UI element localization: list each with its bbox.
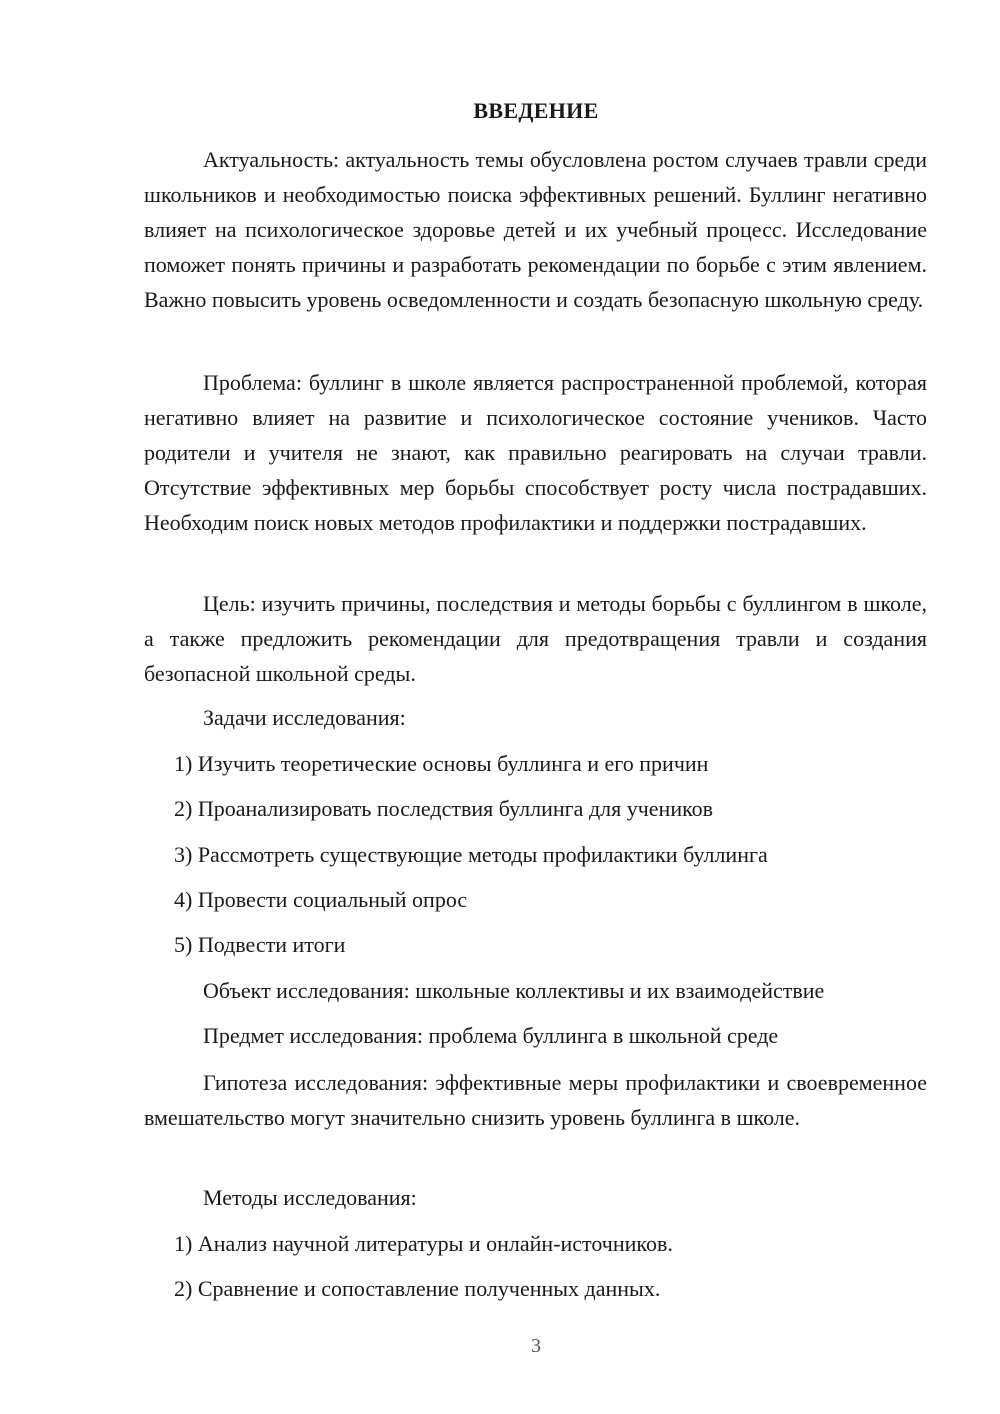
method-item: 1) Анализ научной литературы и онлайн-источников. xyxy=(174,1231,673,1256)
page-number: 3 xyxy=(531,1335,541,1357)
task-item: 2) Проанализировать последствия буллинга для учеников xyxy=(174,796,714,821)
problem-paragraph: Проблема: буллинг в школе является распространенной проблемой, которая негативно влияет на развитие и психологическое состояние учеников. Часто родители и учителя не знают, как правильно реагировать на случаи травли. Отсутствие эффективных мер борьбы способствует росту числа пострадавших. Необходим поиск новых методов профилактики и поддержки пострадавших. xyxy=(144,370,927,535)
method-item: 2) Сравнение и сопоставление полученных данных. xyxy=(174,1276,661,1301)
goal-paragraph: Цель: изучить причины, последствия и методы борьбы с буллингом в школе, а также предложить рекомендации для предотвращения травли и создания безопасной школьной среды. xyxy=(144,591,927,686)
task-item: 4) Провести социальный опрос xyxy=(174,887,468,912)
task-item: 1) Изучить теоретические основы буллинга и его причин xyxy=(174,751,709,776)
methods-title: Методы исследования: xyxy=(203,1185,417,1210)
task-item: 5) Подвести итоги xyxy=(174,932,346,957)
tasks-title: Задачи исследования: xyxy=(203,705,406,730)
page-title: ВВЕДЕНИЕ xyxy=(473,98,599,123)
task-item: 3) Рассмотреть существующие методы профилактики буллинга xyxy=(174,842,768,867)
relevance-paragraph: Актуальность: актуальность темы обусловлена ростом случаев травли среди школьников и необходимостью поиска эффективных решений. Буллинг негативно влияет на психологическое здоровье детей и их учебный процесс. Исследование поможет понять причины и разработать рекомендации по борьбе с этим явлением. Важно повысить уровень осведомленности и создать безопасную школьную среду. xyxy=(144,147,927,312)
research-object: Объект исследования: школьные коллективы и их взаимодействие xyxy=(203,978,825,1003)
research-subject: Предмет исследования: проблема буллинга в школьной среде xyxy=(203,1023,779,1048)
hypothesis-paragraph: Гипотеза исследования: эффективные меры профилактики и своевременное вмешательство могут значительно снизить уровень буллинга в школе. xyxy=(144,1070,927,1130)
